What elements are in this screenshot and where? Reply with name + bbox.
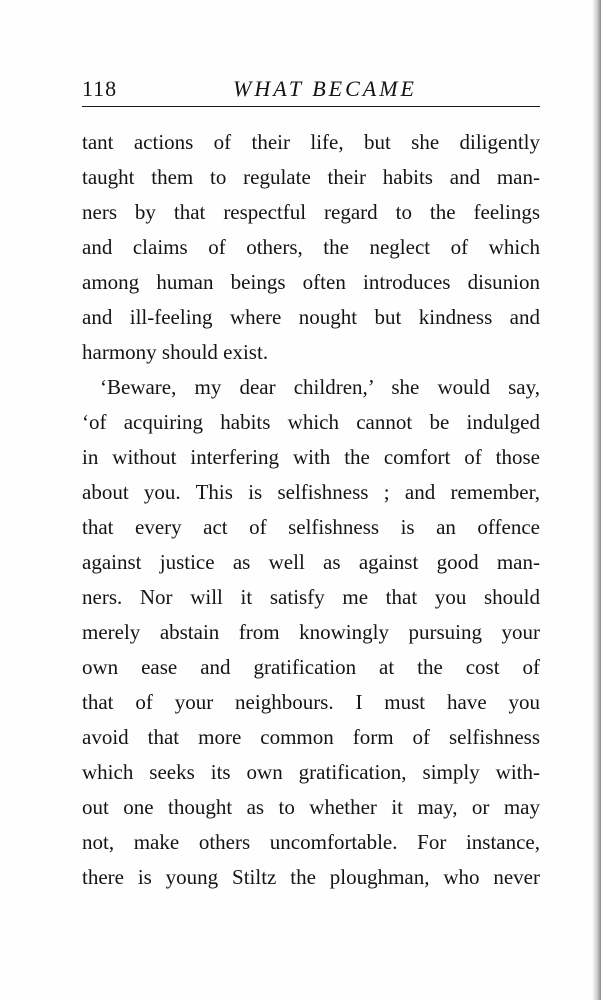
- text-line: not, make others uncomfortable. For instance,: [82, 830, 540, 854]
- text-line: against justice as well as against good man-: [82, 550, 540, 574]
- text-line: ‘Beware, my dear children,’ she would say,: [100, 375, 540, 399]
- text-line: harmony should exist.: [82, 340, 269, 364]
- text-line: about you. This is selfishness ; and remember,: [82, 480, 540, 504]
- page-edge-shadow: [592, 0, 601, 1000]
- text-line: taught them to regulate their habits and man-: [82, 165, 540, 189]
- text-line: tant actions of their life, but she diligently: [82, 130, 540, 154]
- header-rule: [82, 106, 540, 107]
- text-line: which seeks its own gratification, simply with-: [82, 760, 540, 784]
- running-title: WHAT BECAME: [233, 76, 417, 101]
- text-line: ners by that respectful regard to the feelings: [82, 200, 540, 224]
- text-line: ‘of acquiring habits which cannot be indulged: [82, 410, 540, 434]
- page-header: [82, 76, 540, 104]
- text-line: merely abstain from knowingly pursuing your: [82, 620, 540, 644]
- text-line: among human beings often introduces disunion: [82, 270, 540, 294]
- text-line: out one thought as to whether it may, or may: [82, 795, 540, 819]
- text-line: that every act of selfishness is an offence: [82, 515, 540, 539]
- text-line: in without interfering with the comfort of those: [82, 445, 540, 469]
- text-line: avoid that more common form of selfishness: [82, 725, 540, 749]
- text-line: ners. Nor will it satisfy me that you should: [82, 585, 540, 609]
- page-number: 118: [82, 76, 118, 101]
- body-text: [82, 125, 540, 895]
- text-line: there is young Stiltz the ploughman, who never: [82, 865, 540, 889]
- text-line: and claims of others, the neglect of which: [82, 235, 540, 259]
- text-line: that of your neighbours. I must have you: [82, 690, 540, 714]
- text-line: and ill-feeling where nought but kindness and: [82, 305, 540, 329]
- text-line: own ease and gratification at the cost of: [82, 655, 540, 679]
